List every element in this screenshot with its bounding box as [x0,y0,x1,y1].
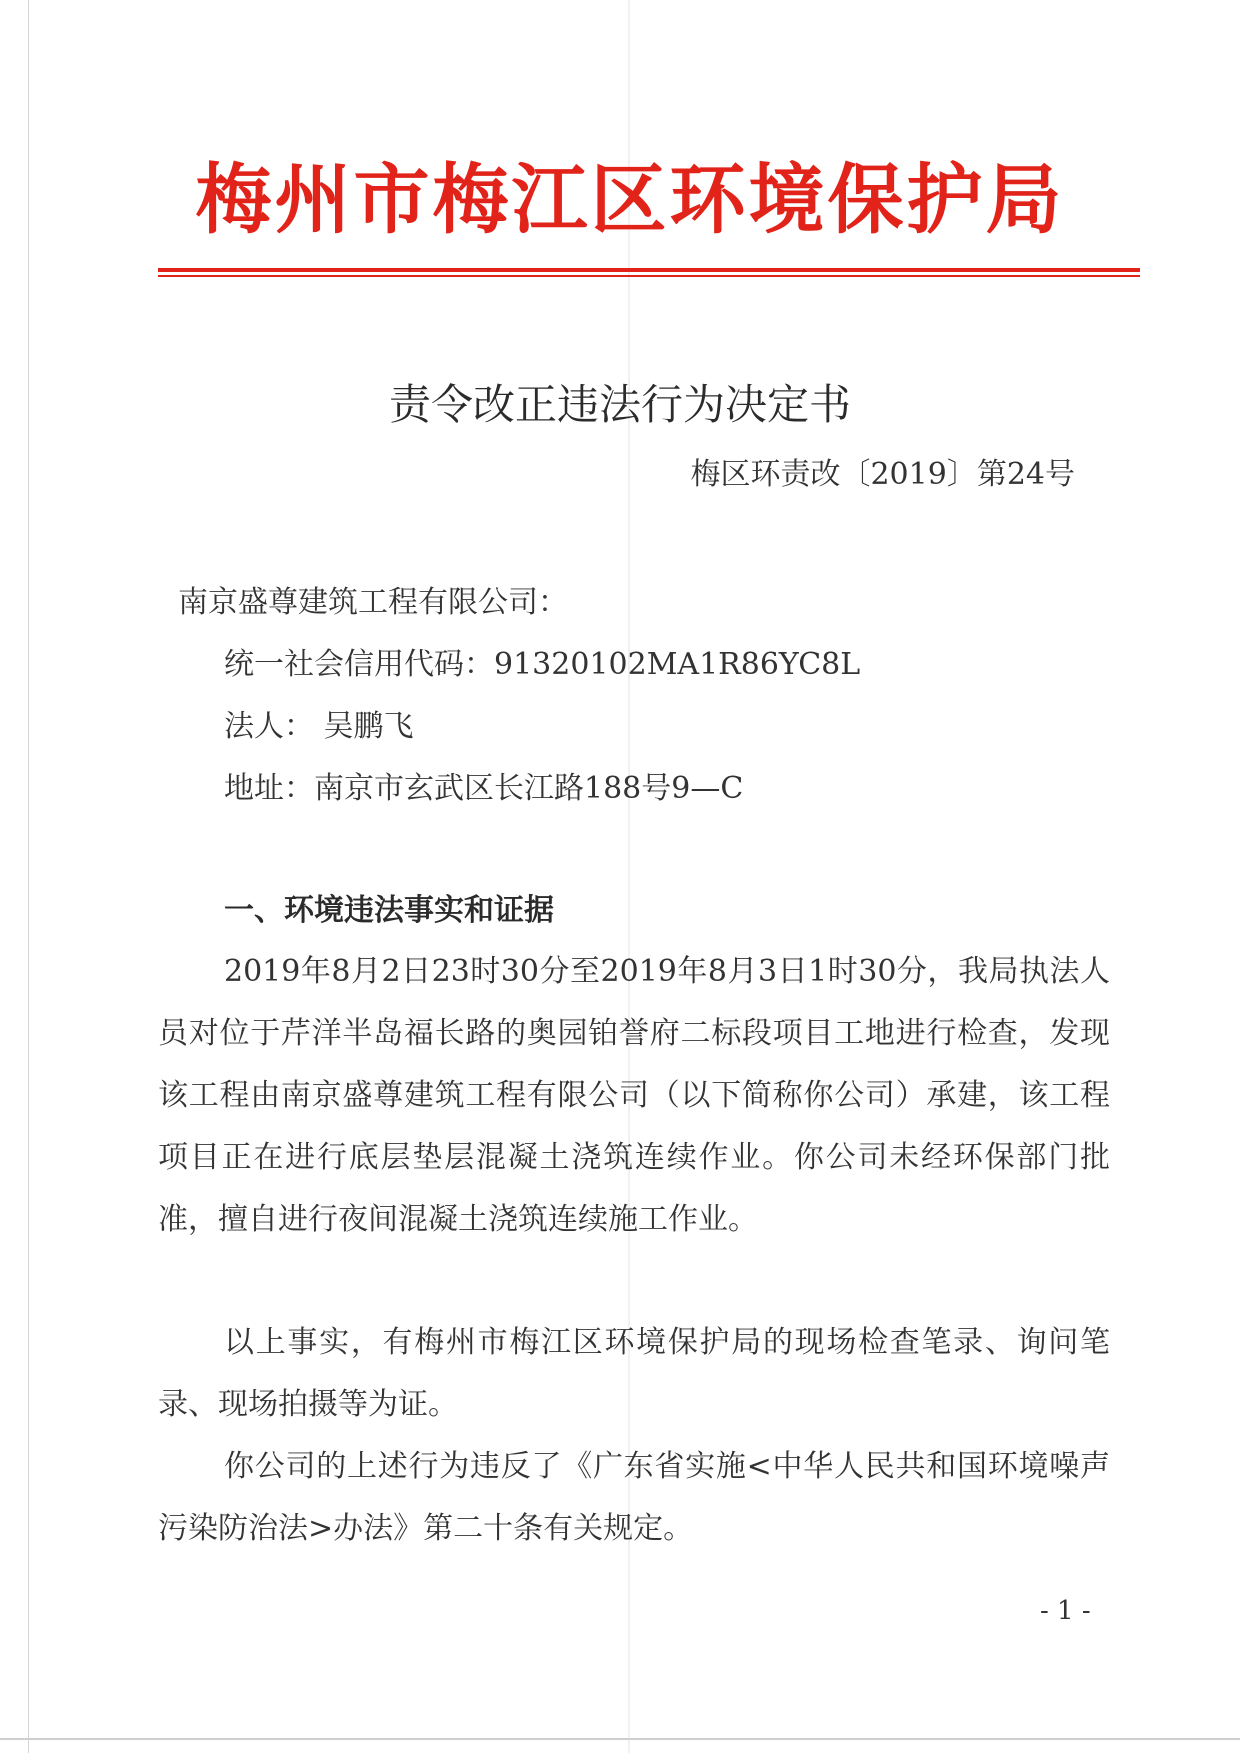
document-title: 责令改正违法行为决定书 [388,380,851,429]
section-heading: 一、环境违法事实和证据 [224,893,554,928]
facts-paragraph: 2019年8月2日23时30分至2019年8月3日1时30分，我局执法人员对位于芹洋半岛福长路的奥园铂誉府二标段项目工地进行检查，发现该工程由南京盛尊建筑工程有限公司（以下简称你公司）承建，该工程项目正在进行底层垫层混凝土浇筑连续作业。你公司未经环保部门批准，擅自进行夜间混凝土浇筑连续施工作业。 [158,954,1110,1237]
address-line: 地址：南京市玄武区长江路188号9—C [224,771,744,806]
agency-letterhead: 梅州市梅江区环境保护局 [195,155,1065,244]
page-number: - 1 - [1040,1596,1091,1626]
scan-edge-bottom [0,1738,1240,1740]
document-number: 梅区环责改〔2019〕第24号 [690,457,1075,492]
letterhead-red-rule [158,268,1140,272]
evidence-paragraph: 以上事实，有梅州市梅江区环境保护局的现场检查笔录、询问笔录、现场拍摄等为证。 [158,1325,1110,1422]
addressee: 南京盛尊建筑工程有限公司： [178,585,568,620]
scan-edge [28,0,29,1753]
violation-paragraph: 你公司的上述行为违反了《广东省实施<中华人民共和国环境噪声污染防治法>办法》第二十条有关规定。 [158,1449,1110,1546]
legal-person-line: 法人： 吴鹏飞 [224,709,414,744]
letterhead-red-rule-thin [158,275,1140,277]
credit-code-line: 统一社会信用代码：91320102MA1R86YC8L [224,647,861,682]
